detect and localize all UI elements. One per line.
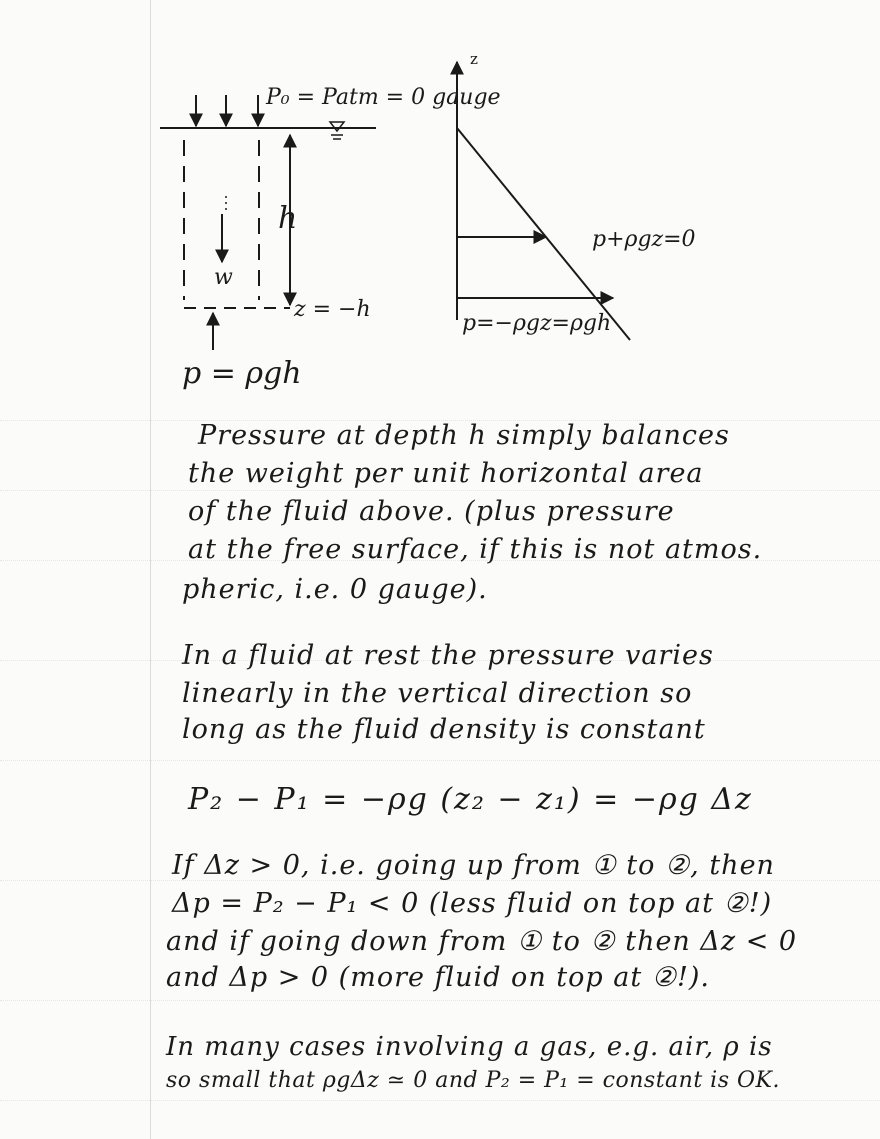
paragraph-2-line-3: long as the fluid density is constant [182,714,706,745]
paragraph-3-line-4: and Δp > 0 (more fluid on top at ②!). [166,962,710,993]
ruled-line [0,490,880,491]
mid-pressure-label: p+ρgz=0 [592,227,696,252]
ruled-line [0,1000,880,1001]
hydrostatics-diagram [0,0,880,400]
paragraph-4-line-1: In many cases involving a gas, e.g. air, ρ is [166,1032,773,1062]
ruled-line [0,760,880,761]
bottom-pressure-label: p = ρgh [182,356,302,391]
hydrostatic-equation: P₂ − P₁ = −ρg (z₂ − z₁) = −ρg Δz [188,782,753,817]
depth-label: h [278,201,298,236]
ruled-line [0,1100,880,1101]
paragraph-3-line-2: Δp = P₂ − P₁ < 0 (less fluid on top at ②!) [172,888,773,919]
paragraph-3-line-1: If Δz > 0, i.e. going up from ① to ②, then [172,850,775,881]
paragraph-2-line-2: linearly in the vertical direction so [182,678,693,709]
paragraph-4-line-2: so small that ρgΔz ≃ 0 and P₂ = P₁ = constant is OK. [166,1068,780,1093]
surface-pressure-label: P₀ = Patm = 0 gauge [266,85,501,110]
bottom-pressure-profile-label: p=−ρgz=ρgh [462,311,612,336]
paragraph-1-line-2: the weight per unit horizontal area [188,458,704,489]
paragraph-3-line-3: and if going down from ① to ② then Δz < 0 [166,926,798,957]
bottom-z-label: z = −h [294,297,371,322]
z-axis-label: z [470,50,478,68]
paragraph-2-line-1: In a fluid at rest the pressure varies [182,640,714,671]
free-surface-symbol [330,122,344,131]
paragraph-1-line-1: Pressure at depth h simply balances [198,420,730,451]
paragraph-1-line-4: at the free surface, if this is not atmos. [188,534,763,565]
paragraph-1-line-5: pheric, i.e. 0 gauge). [182,574,488,605]
weight-label: w [214,265,233,290]
paragraph-1-line-3: of the fluid above. (plus pressure [188,496,675,527]
